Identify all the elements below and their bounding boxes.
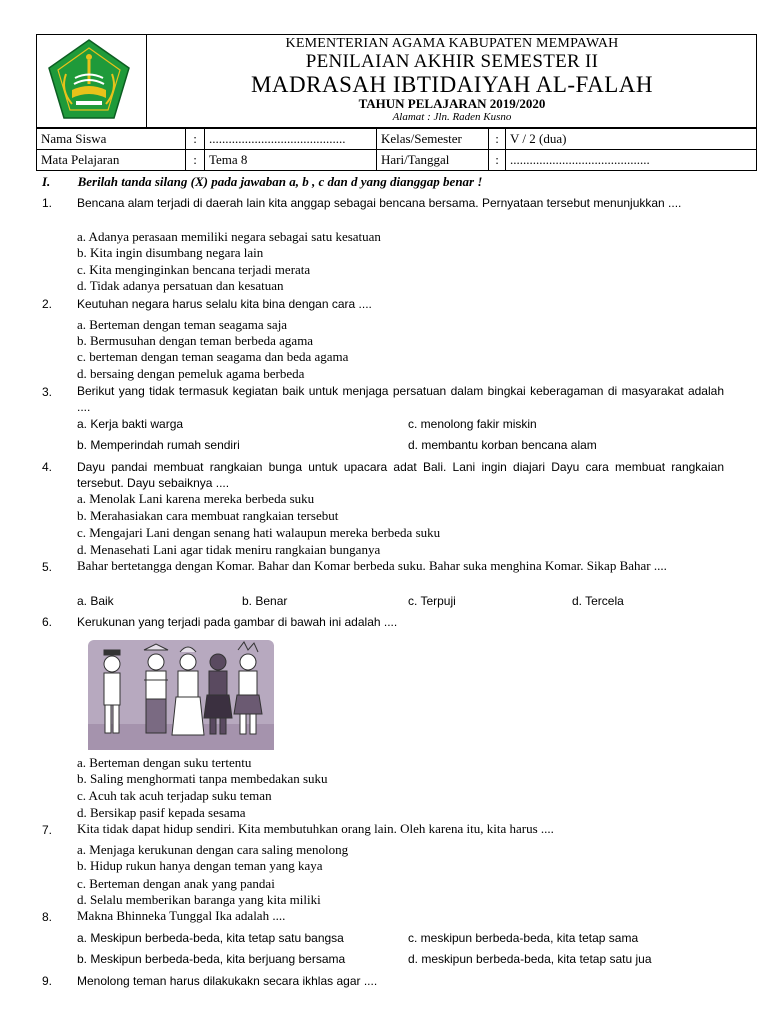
nama-label: Nama Siswa bbox=[37, 129, 186, 150]
option[interactable]: c. meskipun berbeda-beda, kita tetap sama bbox=[408, 931, 639, 945]
option[interactable]: b. Saling menghormati tanpa membedakan suku bbox=[77, 771, 328, 786]
section-heading bbox=[42, 174, 742, 190]
question-number: 7. bbox=[42, 823, 53, 837]
question-number: 1. bbox=[42, 196, 53, 210]
student-info-table bbox=[36, 128, 757, 171]
children-traditional-costumes-illustration bbox=[88, 640, 274, 750]
question-text: Bencana alam terjadi di daerah lain kita anggap sebagai bencana bersama. Pernyataan tersebut menunjukkan .... bbox=[77, 196, 682, 210]
option[interactable]: d. Tidak adanya persatuan dan kesatuan bbox=[77, 278, 284, 293]
option[interactable]: b. Kita ingin disumbang negara lain bbox=[77, 245, 264, 260]
option[interactable]: b. Benar bbox=[242, 594, 288, 608]
exam-title: PENILAIAN AKHIR SEMESTER II bbox=[305, 51, 599, 72]
colon: : bbox=[489, 150, 506, 171]
option[interactable]: a. Berteman dengan suku tertentu bbox=[77, 755, 252, 770]
hari-label: Hari/Tanggal bbox=[377, 150, 489, 171]
option[interactable]: b. Meskipun berbeda-beda, kita berjuang bersama bbox=[77, 952, 346, 966]
option[interactable]: d. Menasehati Lani agar tidak meniru rangkaian bunganya bbox=[77, 542, 381, 557]
question-text: Dayu pandai membuat rangkaian bunga untuk upacara adat Bali. Lani ingin diajari Dayu cara membuat rangkaian tersebut. Dayu sebaiknya .... bbox=[77, 460, 724, 490]
option[interactable]: c. Acuh tak acuh terjadap suku teman bbox=[77, 788, 272, 803]
option[interactable]: c. berteman dengan teman seagama dan beda agama bbox=[77, 349, 349, 364]
question-number: 3. bbox=[42, 385, 53, 399]
mapel-label: Mata Pelajaran bbox=[37, 150, 186, 171]
question-text: Keutuhan negara harus selalu kita bina dengan cara .... bbox=[77, 297, 372, 311]
mapel-value: Tema 8 bbox=[205, 150, 377, 171]
option[interactable]: d. membantu korban bencana alam bbox=[408, 438, 597, 452]
option[interactable]: b. Memperindah rumah sendiri bbox=[77, 438, 240, 452]
option[interactable]: c. menolong fakir miskin bbox=[408, 417, 537, 431]
ministry-name: KEMENTERIAN AGAMA KABUPATEN MEMPAWAH bbox=[285, 36, 619, 51]
colon: : bbox=[489, 129, 506, 150]
kelas-value: V / 2 (dua) bbox=[506, 129, 757, 150]
option[interactable]: c. Terpuji bbox=[408, 594, 456, 608]
question-number: 8. bbox=[42, 910, 53, 924]
logo-cell bbox=[36, 34, 147, 128]
option[interactable]: d. meskipun berbeda-beda, kita tetap satu jua bbox=[408, 952, 652, 966]
question-text: Kerukunan yang terjadi pada gambar di bawah ini adalah .... bbox=[77, 615, 398, 629]
question-number: 2. bbox=[42, 297, 53, 311]
option[interactable]: a. Adanya perasaan memiliki negara sebagai satu kesatuan bbox=[77, 229, 381, 244]
option[interactable]: a. Menolak Lani karena mereka berbeda suku bbox=[77, 491, 315, 506]
question-text: Bahar bertetangga dengan Komar. Bahar dan Komar berbeda suku. Bahar suka menghina Komar. Sikap Bahar .... bbox=[77, 558, 667, 573]
section-number: I. bbox=[42, 174, 51, 189]
option[interactable]: c. Kita menginginkan bencana terjadi merata bbox=[77, 262, 311, 277]
section-instruction: Berilah tanda silang (X) pada jawaban a, b , c dan d yang dianggap benar ! bbox=[77, 174, 483, 189]
header-text bbox=[147, 34, 757, 123]
academic-year: TAHUN PELAJARAN 2019/2020 bbox=[358, 96, 546, 111]
option[interactable]: b. Hidup rukun hanya dengan teman yang kaya bbox=[77, 858, 323, 873]
kelas-label: Kelas/Semester bbox=[377, 129, 489, 150]
option[interactable]: c. Mengajari Lani dengan senang hati walaupun mereka berbeda suku bbox=[77, 525, 441, 540]
colon: : bbox=[186, 129, 205, 150]
address: Alamat : Jln. Raden Kusno bbox=[392, 111, 512, 123]
question-number: 5. bbox=[42, 560, 53, 574]
question-number: 9. bbox=[42, 974, 53, 988]
question-text: Berikut yang tidak termasuk kegiatan baik untuk menjaga persatuan dalam bingkai keberagaman di masyarakat adalah .... bbox=[77, 384, 724, 414]
option[interactable]: b. Bermusuhan dengan teman berbeda agama bbox=[77, 333, 314, 348]
option[interactable]: d. Bersikap pasif kepada sesama bbox=[77, 805, 246, 820]
question-number: 6. bbox=[42, 615, 53, 629]
question-number: 4. bbox=[42, 460, 53, 474]
option[interactable]: a. Baik bbox=[77, 594, 114, 608]
nama-value[interactable]: .......................................... bbox=[205, 129, 377, 150]
hari-value[interactable]: ........................................... bbox=[506, 150, 757, 171]
option[interactable]: d. Tercela bbox=[572, 594, 624, 608]
question-text: Makna Bhinneka Tunggal Ika adalah .... bbox=[77, 908, 286, 923]
option[interactable]: a. Meskipun berbeda-beda, kita tetap satu bangsa bbox=[77, 931, 344, 945]
option[interactable]: c. Berteman dengan anak yang pandai bbox=[77, 876, 275, 891]
school-name: MADRASAH IBTIDAIYAH AL-FALAH bbox=[250, 72, 653, 97]
option[interactable]: a. Menjaga kerukunan dengan cara saling menolong bbox=[77, 842, 349, 857]
option[interactable]: a. Kerja bakti warga bbox=[77, 417, 184, 431]
question-text: Kita tidak dapat hidup sendiri. Kita membutuhkan orang lain. Oleh karena itu, kita harus .... bbox=[77, 821, 554, 836]
option[interactable]: d. Selalu memberikan baranga yang kita miliki bbox=[77, 892, 321, 907]
option[interactable]: b. Merahasiakan cara membuat rangkaian tersebut bbox=[77, 508, 339, 523]
option[interactable]: d. bersaing dengan pemeluk agama berbeda bbox=[77, 366, 305, 381]
question-text: Menolong teman harus dilakukakn secara ikhlas agar .... bbox=[77, 974, 378, 988]
option[interactable]: a. Berteman dengan teman seagama saja bbox=[77, 317, 288, 332]
colon: : bbox=[186, 150, 205, 171]
kemenag-logo bbox=[46, 38, 132, 122]
